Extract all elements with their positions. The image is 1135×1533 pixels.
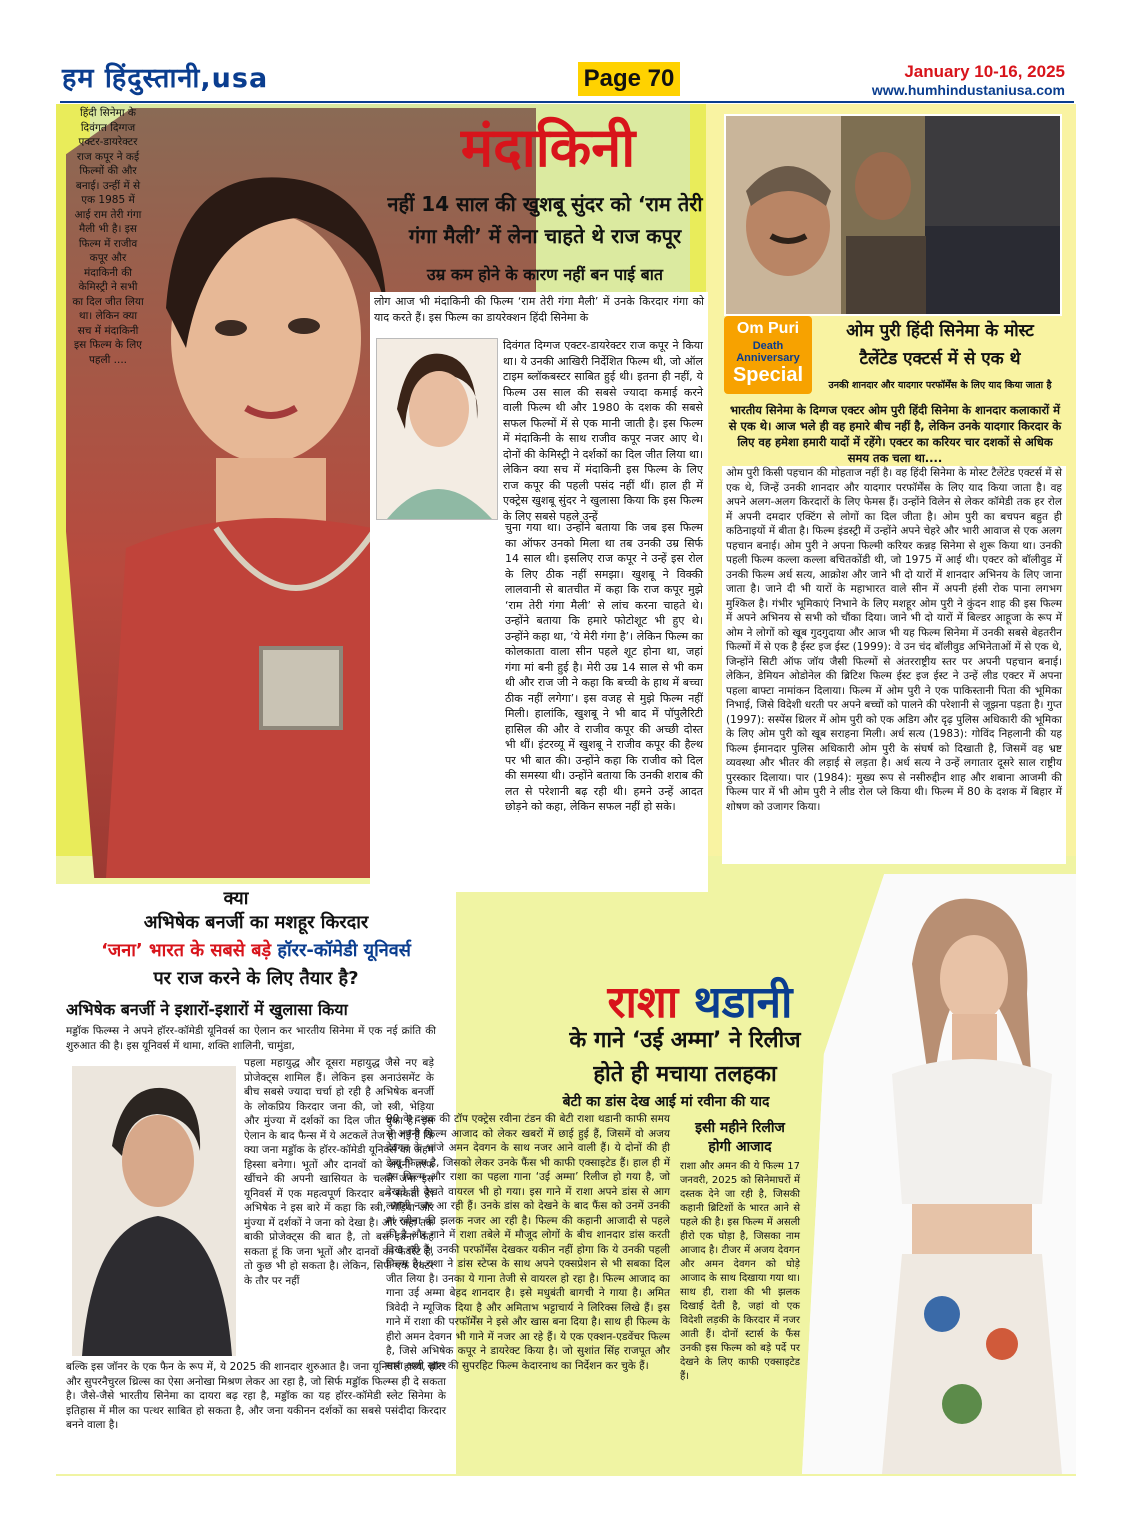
rasha-box xyxy=(680,1118,800,1382)
ompuri-photo-collage xyxy=(724,114,1062,316)
ompuri-subhead: उनकी शानदार और यादगार परफॉर्मेंस के लिए याद किया जाता है xyxy=(828,380,1052,391)
rasha-box-title-2: होगी आजाद xyxy=(708,1139,772,1155)
mandakini-body-column: दिवंगत दिग्गज एक्टर-डायरेक्टर राज कपूर ने किया था। ये उनकी आखिरी निर्देशित फिल्म थी, जो ऑल टाइम ब्लॉकबस्टर साबित हुई थी। इतना ही नहीं, ये फिल्म उस साल की सबसे ज्यादा कमाई करने वाली फिल्म थी और 1980 के दशक की सबसे सफल फिल्मों में से एक मानी जाती है। इस फिल्म में मंदाकिनी के साथ राजीव कपूर नजर आए थे। दोनों की केमिस्ट्री ने दर्शकों का दिल जीत लिया था। लेकिन क्या सच में मंदाकिनी इस फिल्म के लिए राज कपूर की पहली पसंद नहीं थीं। हाल ही में एक्ट्रेस खुशबू सुंदर ने खुलासा किया कि इस फिल्म के लिए सबसे पहले उन्हें xyxy=(503,339,703,523)
mandakini-subhead: उम्र कम होने के कारण नहीं बन पाई बात xyxy=(426,265,664,284)
abhishek-subhead: अभिषेक बनर्जी ने इशारों-इशारों में खुलासा किया xyxy=(66,1000,348,1019)
ompuri-headline-1: ओम पुरी हिंदी सिनेमा के मोस्ट xyxy=(846,321,1034,341)
rasha-title xyxy=(560,970,840,1030)
header-rule xyxy=(60,101,1074,103)
abhishek-end: बल्कि इस जॉनर के एक फैन के रूप में, ये 2025 की शानदार शुरुआत है। जना यूनिवर्स हास्य, हॉरर और सुपरनैचुरल थ्रिल्स का ऐसा अनोखा मिश्रण लेकर आ रहा है, जो सिर्फ मड्डॉक फिल्म्स ही दे सकता है। जैसे-जैसे भारतीय सिनेमा का दायरा बढ़ रहा है, मड्डॉक का यह हॉरर-कॉमेडी स्लेट सिनेमा के इतिहास में मील का पत्थर साबित हो सकता है, और जना यकीनन दर्शकों का सबसे पसंदीदा किरदार बनने वाला है। xyxy=(66,1361,446,1431)
ompuri-illustration xyxy=(726,116,1060,314)
khushbu-photo xyxy=(376,338,498,520)
abhishek-illustration xyxy=(72,1066,236,1356)
rasha-title-red: राशा xyxy=(607,977,679,1028)
rasha-headline-2: होते ही मचाया तलहका xyxy=(593,1062,777,1087)
rasha-title-blue: थडानी xyxy=(693,977,793,1028)
issue-date: January 10-16, 2025 xyxy=(904,62,1065,81)
mandakini-body-top: लोग आज भी मंदाकिनी की फिल्म ‘राम तेरी गंगा मैली’ में उनके किरदार गंगा को याद करते हैं। इस फिल्म का डायरेक्शन हिंदी सिनेमा के xyxy=(374,295,704,324)
masthead-logo: हम हिंदुस्तानी,usa xyxy=(62,63,269,94)
abhishek-kya: क्या xyxy=(223,888,249,909)
ompuri-headline-2: टैलेंटेड एक्टर्स में से एक थे xyxy=(859,349,1021,369)
page-number: Page 70 xyxy=(578,62,680,96)
page-header xyxy=(0,0,1135,104)
abhishek-headline-3: पर राज करने के लिए तैयार है? xyxy=(153,968,359,989)
rasha-body: 90 के दशक की टॉप एक्ट्रेस रवीना टंडन की बेटी राशा थडानी काफी समय से अपनी फिल्म आजाद को लेकर खबरों में छाई हुई हैं, जिसमें वो अजय देवगन के भांजे अमन देवगन के साथ नजर आने वाली हैं। ये दोनों की ही डेब्यू फिल्म है, जिसको लेकर उनके फैंस भी काफी एक्साइटेड हैं। हाल ही में इस फिल्म और राशा का पहला गाना ‘उई अम्मा’ रिलीज हो गया है, जो देखते ही देखते वायरल भी हो गया। इस गाने में राशा अपने डांस से आग लगाती नजर आ रही हैं। उनके डांस को देखने के बाद फैंस को उनमें उनकी मां रवीना की झलक नजर आ रही है। फिल्म की कहानी आजादी से पहले की है और गाने में राशा तबेले में मौजूद लोगों के बीच शानदार डांस करती दिख रही हैं। उनकी परफॉर्मेंस देखकर यकीन नहीं होगा कि ये उनकी पहली फिल्म है। राशा ने डांस स्टेप्स के साथ अपने एक्सप्रेशन से भी सबका दिल जीत लिया है। उनका ये गाना तेजी से वायरल हो रहा है। फिल्म आजाद का गाना उई अम्मा बेहद शानदार है। इसे मधुबंती बागची ने गाया है। अमित त्रिवेदी ने म्यूजिक दिया है और अमिताभ भट्टाचार्य ने लिरिक्स लिखे हैं। इस गाने में राशा की परफॉर्मेंस ने इसे और खास बना दिया है। साथ ही फिल्म के हीरो अमन देवगन भी गाने में नजर आ रहे हैं। ये एक एक्शन-एडवेंचर फिल्म है, जिसे अभिषेक कपूर ने डायरेक्ट किया है। जो सुशांत सिंह राजपूत और सारा अली खान की सुपरहिट फिल्म केदारनाथ का निर्देशन कर चुके हैं। xyxy=(386,1113,670,1372)
mandakini-title: मंदाकिनी xyxy=(460,116,636,179)
abhishek-headline-1: अभिषेक बनर्जी का मशहूर किरदार xyxy=(143,912,369,933)
mandakini-side-caption: हिंदी सिनेमा के दिवंगत दिग्गज एक्टर-डायरेक्टर राज कपूर ने कई फिल्मों की और बनाई। उन्हीं में से एक 1985 में आई राम तेरी गंगा मैली भी है। इस फिल्म में राजीव कपूर और मंदाकिनी की केमिस्ट्री ने सभी का दिल जीत लिया था। लेकिन क्या सच में मंदाकिनी इस फिल्म के लिए पहली .... xyxy=(72,107,144,366)
ompuri-body: ओम पुरी किसी पहचान की मोहताज नहीं है। वह हिंदी सिनेमा के मोस्ट टैलेंटेड एक्टर्स में से एक थे, जिन्हें उनकी शानदार और यादगार परफॉर्मेंस के लिए याद किया जाता है। वह अपने अलग-अलग किरदारों के लिए फेमस हैं। उन्होंने विलेन से लेकर कॉमेडी तक हर रोल में अपनी दमदार एक्टिंग से लोगों का दिल जीता है। ओम पुरी का बचपन बहुत ही कठिनाइयों में बीता है। फिल्म इंडस्ट्री में उन्होंने अपने चेहरे और भारी आवाज से एक अलग पहचान बनाई। ओम पुरी ने अपना फिल्मी करियर कन्नड़ सिनेमा से शुरू किया था। उनकी पहली फिल्म कल्ला कल्ला बचितकोंडी थी, जो 1975 में आई थी। एक्टर को बॉलीवुड में उनकी फिल्म अर्ध सत्य, आक्रोश और जाने भी दो यारों में शानदार अभिनय के लिए जाना जाता है। जाने दी भी यारों के महाभारत वाले सीन में अपनी हंसी रोक पाना लगभग मुश्किल है। गंभीर भूमिकाएं निभाने के लिए मशहूर ओम पुरी ने कुंदन शाह की इस फिल्म में अपने अभिनय से सभी को चौंका दिया। जाने भी दो यारों में बिल्डर आहूजा के रूप में ओम ने लोगों को खूब गुदगुदाया और आज भी यह फिल्म सिनेमा में उनकी सबसे बेहतरीन फिल्मों में से एक है ईस्ट इज ईस्ट (1999): वे उन चंद बॉलीवुड अभिनेताओं में से एक थे, जिन्होंने सिटी ऑफ जॉय जैसी फिल्मों से अंतरराष्ट्रीय स्तर पर अपनी पहचान बनाई। लेकिन, डेमियन ओडोनेल की ब्रिटिश फिल्म ईस्ट इज ईस्ट ने उन्हें लीड एक्टर में अपना पहला बाफ्टा नामांकन दिलाया। फिल्म में ओम पुरी ने एक पाकिस्तानी पिता की भूमिका निभाई, जिसे विदेशी धरती पर अपने बच्चों को पालने की परेशानी से जूझना पड़ता है। गुप्त (1997): सस्पेंस थ्रिलर में ओम पुरी को एक अडिग और दृढ़ पुलिस अधिकारी की भूमिका के लिए ओम पुरी को खूब सराहना मिली। अर्ध सत्य (1983): गोविंद निहलानी की यह फिल्म ईमानदार पुलिस अधिकारी ओम पुरी के संघर्ष को दिखाती है, जिसमें वह भ्रष्ट व्यवस्था और भीतर की लड़ाई से लड़ता है। अर्ध सत्य ने उन्हें लगातार दूसरे साल राष्ट्रीय पुरस्कार दिलाया। पार (1984): मुख्य रूप से नसीरुद्दीन शाह और शबाना आजमी की फिल्म पार में भी ओम पुरी ने लीड रोल प्ले किया थी। फिल्म में 80 के दशक में बिहार में शोषण को उजागर किया। xyxy=(726,467,1062,813)
mandakini-body-continued: चुना गया था। उन्होंने बताया कि जब इस फिल्म का ऑफर उनको मिला था तब उनकी उम्र सिर्फ 14 साल थी। इसलिए राज कपूर ने उन्हें इस रोल के लिए ठीक नहीं समझा। खुशबू ने विक्की लालवानी से बातचीत में कहा कि राज कपूर मुझे ‘राम तेरी गंगा मैली’ से लांच करना चाहते थे। उन्होंने बताया कि हमारे फोटोशूट भी हुए थे। उन्होंने कहा था, ‘ये मेरी गंगा है’। लेकिन फिल्म का कोलकाता वाला सीन पहले शूट होना था, जहां गंगा मां बनी हुई है। मेरी उम्र 14 साल से भी कम थी और राज जी ने कहा कि बच्ची के हाथ में बच्चा ठीक नहीं लगेगा’। इस वजह से मुझे फिल्म नहीं मिली। हालांकि, खुशबू ने भी बाद में पॉपुलैरिटी हासिल की और वे राजीव कपूर की अच्छी दोस्त भी थीं। इंटरव्यू में खुशबू ने राजीव कपूर की हैल्थ पर भी बात की। उन्होंने कहा कि राजीव को दिल की समस्या थी। उन्होंने बताया कि उनकी शराब की लत से परेशानी बढ़ रही थी। हमने उन्हें आदत छोड़ने को कहा, लेकिन सफल नहीं हो सके। xyxy=(505,521,703,813)
ompuri-intro: भारतीय सिनेमा के दिग्गज एक्टर ओम पुरी हिंदी सिनेमा के शानदार कलाकारों में से एक थे। आज भले ही वह हमारे बीच नहीं है, लेकिन उनके यादगार किरदार के लिए वह हमेशा हमारी यादों में रहेंगे। एक्टर का करियर चार दशकों से अधिक समय तक चला था.... xyxy=(728,403,1062,465)
website-link[interactable]: www.humhindustaniusa.com xyxy=(871,82,1065,98)
badge-name: Om Puri xyxy=(736,320,800,337)
abhishek-photo xyxy=(72,1066,236,1356)
mandakini-headline-1: नहीं 14 साल की खुशबू सुंदर को ‘राम तेरी xyxy=(387,192,703,216)
abhishek-column: पहला महायुद्ध और दूसरा महायुद्ध जैसे नए बड़े प्रोजेक्ट्स शामिल हैं। लेकिन इस अनाउंसमेंट के बीच सबसे ज्यादा चर्चा हो रही है अभिषेक बनर्जी के लोकप्रिय किरदार जना की, जो स्त्री, भेड़िया और मुंज्या में दर्शकों का दिल जीत चुका है। इस ऐलान के बाद फैन्स में ये अटकलें तेज हो गई हैं कि क्या जना मड्डॉक के हॉरर-कॉमेडी यूनिवर्स का अहम हिस्सा बनेगा। भूतों और दानवों को अपनी तरफ खींचने की अपनी खासियत के चलते जना इस यूनिवर्स में एक महत्वपूर्ण किरदार बन सकता है। अभिषेक ने इस बारे में कहा कि स्त्री, भेड़िया और मुंज्या में दर्शकों ने जना को देखा है। और जहां तक बाकी प्रोजेक्ट्स की बात है, तो बस इतना कह सकता हूं कि जना भूतों और दानवों का फेवरेट है, तो कुछ भी हो सकता है। लेकिन, सिर्फ एक एक्टर के तौर पर नहीं xyxy=(244,1057,434,1287)
rasha-subhead: बेटी का डांस देख आई मां रवीना की याद xyxy=(562,1094,770,1110)
rasha-box-body: राशा और अमन की ये फिल्म 17 जनवरी, 2025 को सिनेमाघरों में दस्तक देने जा रही है, जिसकी कहानी ब्रिटिशों के भारत आने से पहले की है। इस फिल्म में असली हीरो एक घोड़ा है, जिसका नाम आजाद है। टीजर में अजय देवगन और अमन देवगन को घोड़े आजाद के साथ दिखाया गया था। साथ ही, राशा की भी झलक दिखाई देती है, जहां वो एक विदेशी लड़की के किरदार में नजर आती हैं। दोनों स्टार्स के फैंस उनकी इस फिल्म को बड़े पर्दे पर देखने के लिए काफी एक्साइटेड हैं। xyxy=(680,1161,800,1382)
mandakini-headline-2: गंगा मैली’ में लेना चाहते थे राज कपूर xyxy=(408,224,682,248)
abhishek-headline-2-red: ‘जना’ भारत के सबसे बड़े xyxy=(101,940,272,961)
abhishek-headline-2-blue: हॉरर-कॉमेडी यूनिवर्स xyxy=(277,940,411,961)
khushbu-illustration xyxy=(377,339,497,519)
abhishek-headline-2 xyxy=(66,938,446,962)
ompuri-badge xyxy=(724,316,812,394)
rasha-headline-1: के गाने ‘उई अम्मा’ ने रिलीज xyxy=(569,1028,801,1053)
badge-occasion: Death Anniversary xyxy=(736,340,800,364)
abhishek-intro: मड्डॉक फिल्म्स ने अपने हॉरर-कॉमेडी यूनिवर्स का ऐलान कर भारतीय सिनेमा में एक नई क्रांति की शुरुआत की है। इस यूनिवर्स में थामा, शक्ति शालिनी, चामुंडा, xyxy=(66,1025,436,1052)
rasha-box-title-1: इसी महीने रिलीज xyxy=(695,1120,785,1136)
badge-special: Special xyxy=(732,364,804,386)
